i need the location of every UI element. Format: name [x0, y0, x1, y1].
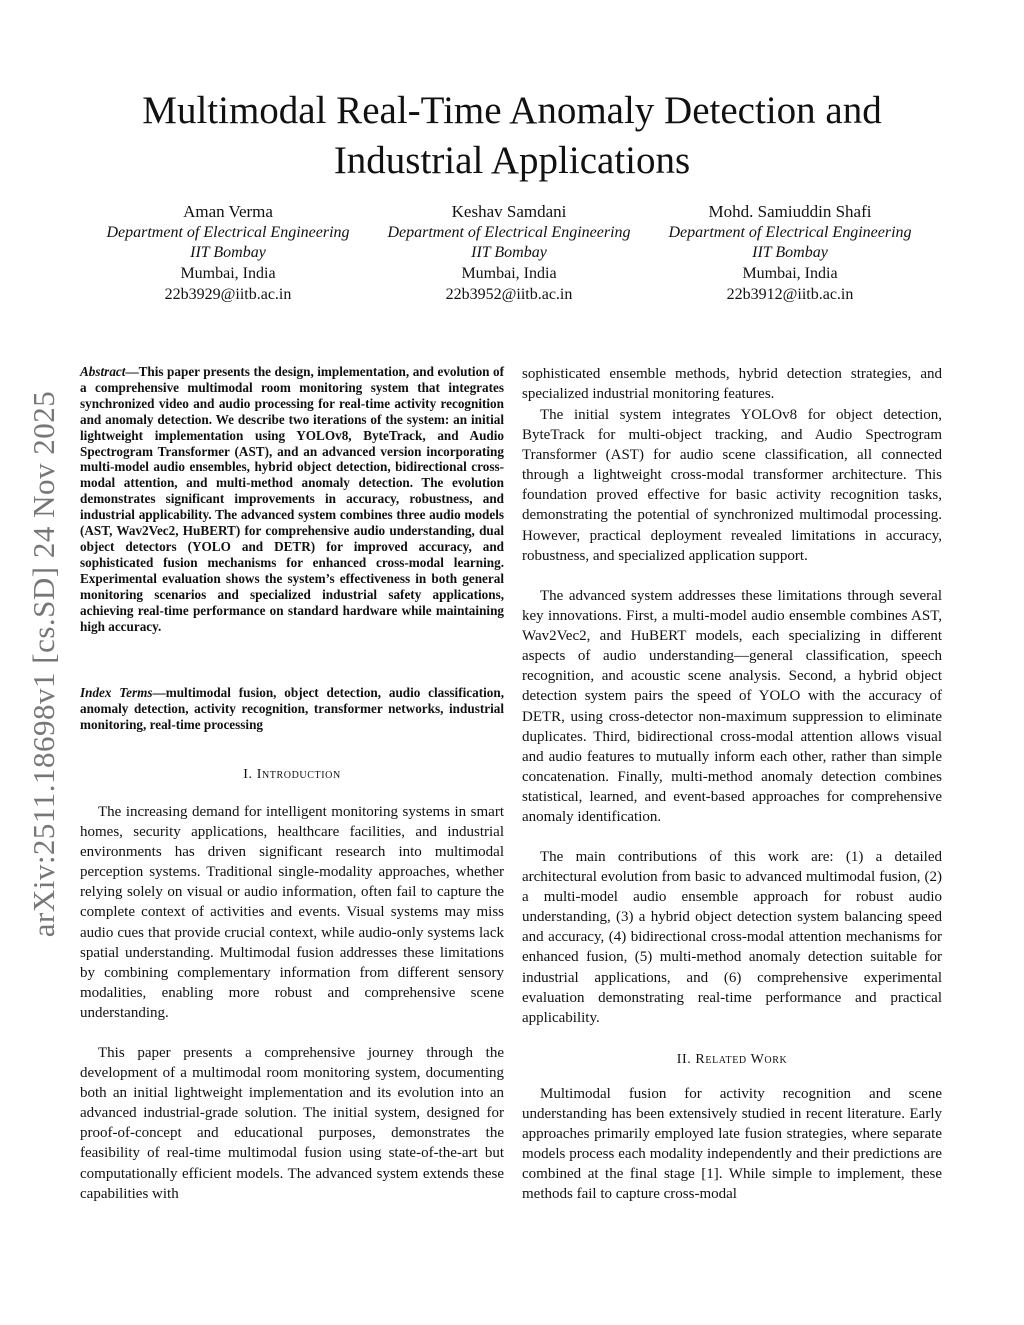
- abstract-text: —This paper presents the design, implementation, and evolution of a comprehensive multimodal room monitoring system that integrates synchronized video and audio processing for real-time activity recognition and anomaly detection. We describe two iterations of the system: an initial lightweight implementation using YOLOv8, ByteTrack, and Audio Spectrogram Transformer (AST), and an advanced version incorporating multi-model audio ensembles, hybrid object detection, bidirectional cross-modal attention, and multi-method anomaly detection. The evolution demonstrates significant improvements in accuracy, robustness, and industrial applicability. The advanced system combines three audio models (AST, Wav2Vec2, HuBERT) for comprehensive audio understanding, dual object detectors (YOLO and DETR) for improved accuracy, and sophisticated fusion mechanisms for enhanced cross-modal learning. Experimental evaluation shows the system’s effectiveness in both general monitoring scenarios and specialized industrial safety applications, achieving real-time performance on standard hardware while maintaining high accuracy.: [80, 364, 504, 634]
- author-block-3: [640, 202, 940, 306]
- author-block-1: [78, 202, 378, 306]
- title-line-2: Industrial Applications: [333, 139, 691, 182]
- abstract: [80, 364, 504, 634]
- author-department: Department of Electrical Engineering: [668, 223, 912, 241]
- body-paragraph: The increasing demand for intelligent monitoring systems in smart homes, security applications, healthcare facilities, and industrial environments has driven significant research into multimodal perception systems. Traditional single-modality approaches, whether relying solely on visual or audio information, often fail to capture the complete context of activities and events. Visual systems may miss audio cues that provide crucial context, while audio-only systems lack spatial understanding. Multimodal fusion addresses these limitations by combining complementary information from different sensory modalities, enabling more robust and comprehensive scene understanding.: [80, 804, 504, 1021]
- section-heading-related-work: [522, 1052, 942, 1068]
- author-email: 22b3912@iitb.ac.in: [726, 285, 854, 303]
- author-email: 22b3929@iitb.ac.in: [164, 285, 292, 303]
- author-location: Mumbai, India: [461, 265, 557, 283]
- author-email: 22b3952@iitb.ac.in: [445, 285, 573, 303]
- author-institution: IIT Bombay: [471, 244, 547, 262]
- section-number: II.: [676, 1052, 692, 1067]
- section-title: Introduction: [256, 767, 341, 782]
- body-paragraph: The initial system integrates YOLOv8 for object detection, ByteTrack for multi-object tracking, and Audio Spectrogram Transformer (AST) for audio scene classification, all connected through a lightweight cross-modal transformer architecture. This foundation proved effective for basic activity recognition tasks, demonstrating the potential of synchronized multimodal processing. However, practical deployment revealed limitations in accuracy, robustness, and specialized application support.: [522, 407, 942, 564]
- author-name: Aman Verma: [183, 202, 273, 221]
- author-department: Department of Electrical Engineering: [106, 223, 350, 241]
- index-terms: [80, 685, 504, 733]
- author-name: Mohd. Samiuddin Shafi: [708, 202, 872, 221]
- index-terms-label: Index Terms: [80, 685, 153, 700]
- author-department: Department of Electrical Engineering: [387, 223, 631, 241]
- section-heading-introduction: [80, 767, 504, 783]
- body-paragraph: This paper presents a comprehensive journey through the development of a multimodal room monitoring system, documenting both an initial lightweight implementation and its evolution into an advanced industrial-grade solution. The initial system, designed for proof-of-concept and educational purposes, demonstrates the feasibility of real-time multimodal fusion using state-of-the-art but computationally efficient models. The advanced system extends these capabilities with: [80, 1045, 504, 1202]
- body-paragraph: The advanced system addresses these limitations through several key innovations. First, a multi-model audio ensemble combines AST, Wav2Vec2, and HuBERT models, each specializing in different aspects of audio understanding—general classification, speech recognition, and acoustic scene analysis. Second, a hybrid object detection system pairs the speed of YOLO with the accuracy of DETR, using cross-detector non-maximum suppression to eliminate duplicates. Third, bidirectional cross-modal attention allows visual and audio features to mutually inform each other, rather than simple concatenation. Finally, multi-method anomaly detection combines statistical, learned, and event-based approaches for comprehensive anomaly identification.: [522, 588, 942, 826]
- author-location: Mumbai, India: [180, 265, 276, 283]
- paper-title: [80, 86, 944, 186]
- arxiv-stamp: [0, 0, 80, 1325]
- body-paragraph: The main contributions of this work are: (1) a detailed architectural evolution from basic to advanced multimodal fusion, (2) a multi-model audio ensemble approach for robust audio understanding, (3) a hybrid object detection system balancing speed and accuracy, (4) bidirectional cross-modal attention mechanisms for enhanced fusion, (5) multi-method anomaly detection suitable for industrial applications, and (6) comprehensive experimental evaluation demonstrating real-time performance and practical applicability.: [522, 849, 942, 1026]
- author-name: Keshav Samdani: [451, 202, 567, 221]
- author-block-2: [359, 202, 659, 306]
- body-paragraph: sophisticated ensemble methods, hybrid detection strategies, and specialized industrial monitoring features.: [522, 366, 942, 403]
- index-terms-text: —multimodal fusion, object detection, audio classification, anomaly detection, activity recognition, transformer networks, industrial monitoring, real-time processing: [80, 685, 504, 732]
- author-location: Mumbai, India: [742, 265, 838, 283]
- author-institution: IIT Bombay: [190, 244, 266, 262]
- author-institution: IIT Bombay: [752, 244, 828, 262]
- body-paragraph: Multimodal fusion for activity recognition and scene understanding has been extensively studied in recent literature. Early approaches primarily employed late fusion strategies, where separate models process each modality independently and their predictions are combined at the final stage [1]. While simple to implement, these methods fail to capture cross-modal: [522, 1086, 942, 1203]
- section-title: Related Work: [695, 1052, 788, 1067]
- section-number: I.: [243, 767, 253, 782]
- arxiv-identifier: arXiv:2511.18698v1 [cs.SD] 24 Nov 2025: [26, 390, 61, 938]
- title-line-1: Multimodal Real-Time Anomaly Detection and: [142, 89, 882, 132]
- abstract-label: Abstract: [80, 364, 126, 379]
